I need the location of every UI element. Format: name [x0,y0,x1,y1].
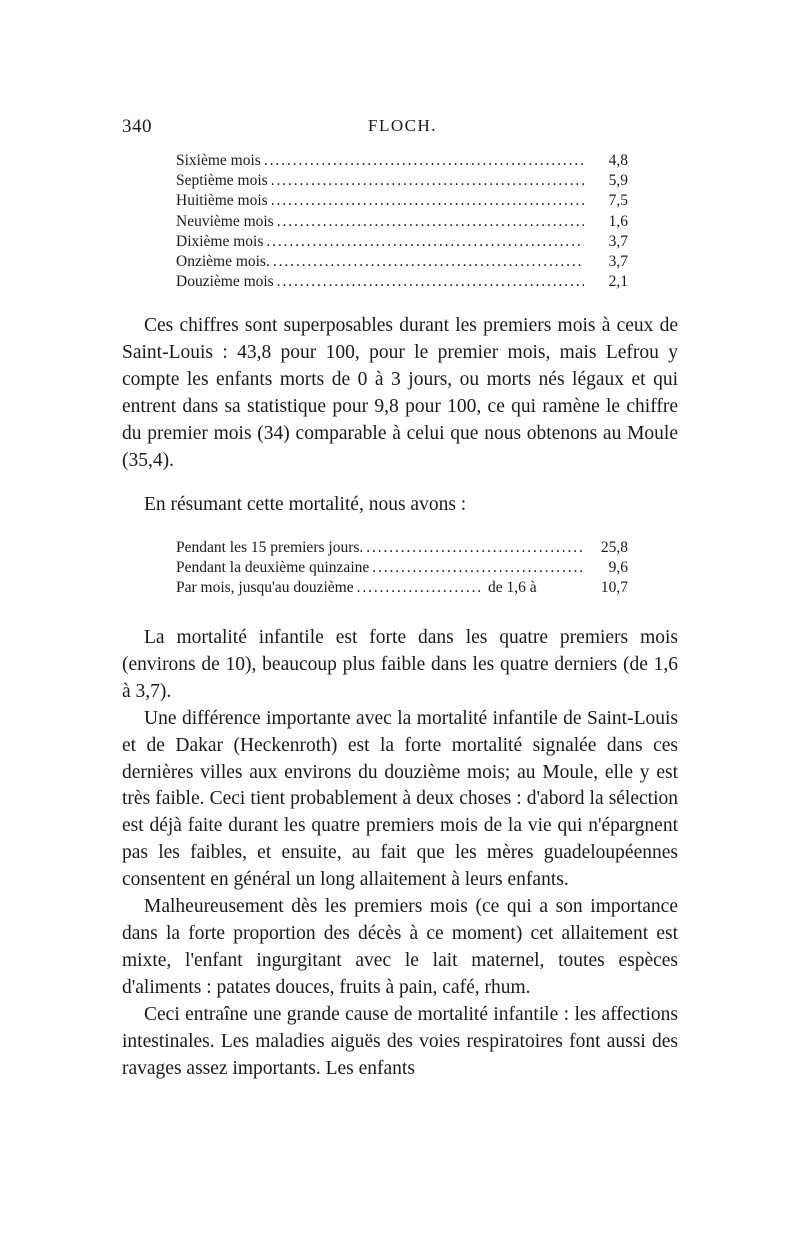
row-value: 10,7 [600,579,628,597]
row-value: 7,5 [608,192,628,210]
dot-leader [270,252,584,272]
summary-mortality-table [176,538,628,599]
dot-leader [268,191,584,211]
monthly-mortality-table [176,151,628,292]
paragraph: En résumant cette mortalité, nous avons : [144,494,467,515]
table-row [176,212,628,232]
paragraph: Ceci entraîne une grande cause de mortalité infantile : les affections intestinales. Les maladies aiguës des voies respiratoires font aussi des ravages assez importants. Les enfants [122,1003,678,1079]
row-label: Sixième mois [176,152,261,169]
row-value: 2,1 [608,273,628,291]
row-label: Onzième mois. [176,253,270,271]
row-value: 4,8 [608,152,628,169]
table-row [176,232,628,252]
dot-leader [261,151,584,171]
row-value: 5,9 [608,172,628,190]
table-row [176,171,628,191]
dot-leader [369,558,584,578]
dot-leader [363,538,584,558]
table-row [176,272,628,292]
body-text-block-1 [122,313,678,474]
row-value: 3,7 [608,253,628,271]
row-value: 9,6 [608,559,628,577]
row-label: Pendant les 15 premiers jours. [176,539,364,556]
row-label: Par mois, jusqu'au douzième [176,579,354,597]
dot-leader [263,232,584,252]
row-range-text: de 1,6 à [488,579,537,597]
row-label: Huitième mois [176,192,268,210]
paragraph: La mortalité infantile est forte dans les quatre premiers mois (environs de 10), beaucoup plus faible dans les quatre derniers (de 1,6 à 3,7). [122,627,678,702]
row-value: 1,6 [608,212,628,230]
row-label: Douzième mois [176,273,274,291]
dot-leader [268,171,584,191]
paragraph: Ces chiffres sont superposables durant les premiers mois à ceux de Saint-Louis : 43,8 pour 100, pour le premier mois, mais Lefrou y compte les enfants morts de 0 à 3 jours, ou morts nés légaux et qui entrent dans sa statistique pour 9,8 pour 100, ce qui ramène le chiffre du premier mois (34) comparable à celui que nous obtenons au Moule (35,4). [122,315,678,471]
dot-leader [274,272,584,292]
row-label: Neuvième mois [176,212,274,230]
body-text-block-3 [122,625,678,1082]
row-label: Septième mois [176,172,268,190]
table-row [176,191,628,211]
table-row [176,578,628,598]
row-label: Pendant la deuxième quinzaine [176,559,370,577]
table-row [176,151,628,171]
running-head: FLOCH. [368,116,437,135]
dot-leader [274,212,584,232]
paragraph: Une différence importante avec la mortalité infantile de Saint-Louis et de Dakar (Heckenroth) est la forte mortalité signalée dans ces dernières villes aux environs du douzième mois; au Moule, elle y est très faible. Ceci tient probablement à deux choses : d'abord la sélection est déjà faite durant les quatre premiers mois de la vie qui n'épargnent pas les faibles, et ensuite, au fait que les mères guadeloupéennes consentent en général un long allaitement à leurs enfants. [122,707,678,891]
table-row [176,252,628,272]
row-label: Dixième mois [176,232,264,250]
table-row [176,558,628,578]
body-text-block-2 [122,492,678,519]
dot-leader [354,578,480,598]
row-value: 3,7 [608,232,628,250]
paragraph: Malheureusement dès les premiers mois (ce qui a son importance dans la forte proportion des décès à ce moment) cet allaitement est mixte, l'enfant ingurgitant avec le lait maternel, toutes espèces d'aliments : patates douces, fruits à pain, café, rhum. [122,896,678,998]
page-number: 340 [122,116,152,137]
row-value: 25,8 [600,539,628,556]
table-row [176,538,628,558]
